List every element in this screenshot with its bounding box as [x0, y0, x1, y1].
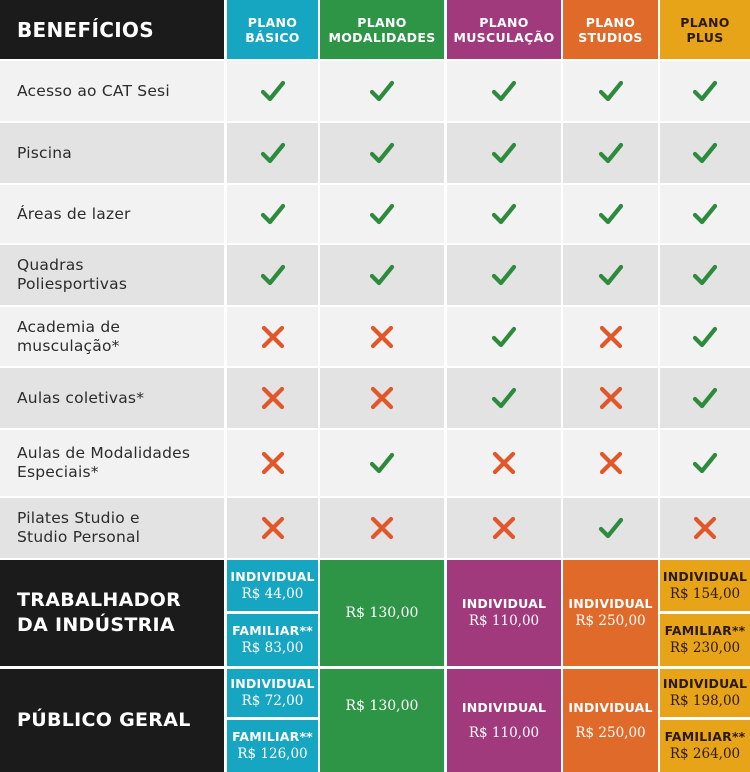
- benefit-cell: [320, 498, 444, 558]
- plan-header-modalidades: [320, 0, 444, 59]
- benefit-cell: [563, 430, 658, 496]
- price-plus-familiar: [660, 720, 750, 772]
- benefit-cell: [660, 368, 750, 428]
- benefit-label-line: Pilates Studio e: [17, 509, 140, 527]
- plan-header-line1: PLANO: [247, 14, 298, 30]
- benefit-cell: [660, 123, 750, 183]
- benefit-cell: [660, 245, 750, 305]
- benefit-label-line: Piscina: [17, 143, 72, 162]
- benefit-cell: [563, 123, 658, 183]
- check-icon: [691, 139, 719, 167]
- check-icon: [597, 139, 625, 167]
- plan-header-musculacao: [447, 0, 561, 59]
- price-studios: [563, 669, 658, 772]
- price-label-trabalhador: [0, 560, 224, 666]
- check-icon: [490, 77, 518, 105]
- check-icon: [691, 449, 719, 477]
- benefit-label-line: Poliesportivas: [17, 275, 128, 293]
- benefit-label-line: Quadras: [17, 256, 84, 274]
- benefit-cell: [447, 498, 561, 558]
- price-modalidades: [320, 560, 444, 666]
- benefit-label-line: Studio Personal: [17, 528, 141, 546]
- plan-header-studios: [563, 0, 658, 59]
- price-plus-individual: [660, 560, 750, 611]
- cross-icon: [490, 514, 518, 542]
- cross-icon: [691, 514, 719, 542]
- benefit-cell: [447, 185, 561, 243]
- benefit-cell: [660, 430, 750, 496]
- plan-header-basico: [227, 0, 318, 59]
- price-musculacao: [447, 560, 561, 666]
- benefit-cell: [660, 61, 750, 121]
- plan-header-line2: STUDIOS: [578, 29, 643, 45]
- price-basico-individual: [227, 560, 318, 611]
- benefit-label-line: musculação*: [17, 336, 120, 355]
- tier-label: INDIVIDUAL: [461, 596, 547, 611]
- check-icon: [691, 261, 719, 289]
- price-value: R$ 110,00: [468, 724, 540, 741]
- plan-header-line2: PLUS: [686, 29, 724, 45]
- check-icon: [691, 384, 719, 412]
- price-musculacao: [447, 669, 561, 772]
- price-value: R$ 44,00: [241, 585, 304, 602]
- benefit-label: [0, 123, 224, 183]
- check-icon: [490, 261, 518, 289]
- cross-icon: [368, 323, 396, 351]
- benefit-label: [0, 185, 224, 243]
- plan-header-line1: PLANO: [357, 14, 407, 30]
- benefit-cell: [320, 185, 444, 243]
- price-label-line: PÚBLICO GERAL: [17, 709, 191, 731]
- check-icon: [691, 77, 719, 105]
- check-icon: [259, 200, 287, 228]
- cross-icon: [490, 449, 518, 477]
- price-value: R$ 110,00: [468, 613, 540, 629]
- benefit-cell: [320, 307, 444, 366]
- benefit-label-line: Academia de: [17, 317, 121, 336]
- price-value: R$ 230,00: [669, 640, 741, 656]
- price-value: R$ 250,00: [575, 724, 646, 741]
- benefit-cell: [320, 368, 444, 428]
- benefit-cell: [227, 123, 318, 183]
- plan-header-line1: PLANO: [479, 14, 529, 30]
- tier-label: INDIVIDUAL: [568, 699, 653, 715]
- check-icon: [597, 514, 625, 542]
- price-studios: [563, 560, 658, 666]
- benefit-cell: [563, 498, 658, 558]
- benefit-cell: [227, 368, 318, 428]
- price-value: R$ 154,00: [669, 585, 741, 602]
- benefit-cell: [563, 245, 658, 305]
- benefit-cell: [660, 307, 750, 366]
- cross-icon: [597, 449, 625, 477]
- tier-label: FAMILIAR**: [664, 623, 746, 638]
- benefit-cell: [447, 430, 561, 496]
- benefit-cell: [563, 185, 658, 243]
- tier-label: INDIVIDUAL: [461, 699, 547, 715]
- price-basico-individual: [227, 669, 318, 717]
- check-icon: [490, 384, 518, 412]
- price-label-publico-geral: [0, 669, 224, 772]
- price-basico-familiar: [227, 614, 318, 666]
- benefit-cell: [660, 498, 750, 558]
- benefit-cell: [227, 245, 318, 305]
- price-value: R$ 72,00: [241, 693, 304, 709]
- cross-icon: [259, 384, 287, 412]
- cross-icon: [597, 384, 625, 412]
- check-icon: [691, 323, 719, 351]
- benefit-cell: [227, 430, 318, 496]
- check-icon: [490, 139, 518, 167]
- benefit-label-line: Aulas coletivas*: [17, 388, 145, 407]
- cross-icon: [259, 514, 287, 542]
- check-icon: [368, 200, 396, 228]
- price-value: R$ 130,00: [345, 698, 419, 714]
- check-icon: [368, 449, 396, 477]
- benefit-cell: [227, 61, 318, 121]
- benefit-cell: [227, 498, 318, 558]
- benefit-label-line: Áreas de lazer: [17, 204, 131, 223]
- price-value: R$ 264,00: [669, 746, 741, 762]
- benefit-cell: [320, 430, 444, 496]
- plan-header-line1: PLANO: [680, 14, 730, 30]
- benefit-cell: [447, 61, 561, 121]
- benefit-label: [0, 368, 224, 428]
- tier-label: INDIVIDUAL: [230, 676, 315, 691]
- price-plus-familiar: [660, 614, 750, 666]
- check-icon: [597, 77, 625, 105]
- price-value: R$ 83,00: [241, 640, 304, 656]
- cross-icon: [597, 323, 625, 351]
- price-modalidades: [320, 669, 444, 772]
- benefit-cell: [447, 245, 561, 305]
- plan-header-line2: BÁSICO: [245, 29, 300, 45]
- tier-label: INDIVIDUAL: [662, 568, 748, 584]
- benefit-cell: [227, 307, 318, 366]
- price-value: R$ 130,00: [345, 605, 419, 621]
- price-value: R$ 126,00: [237, 746, 308, 762]
- benefit-cell: [563, 368, 658, 428]
- benefit-cell: [563, 307, 658, 366]
- plan-header-line2: MUSCULAÇÃO: [453, 29, 555, 45]
- benefit-cell: [320, 61, 444, 121]
- benefit-label-line: Acesso ao CAT Sesi: [17, 81, 170, 100]
- price-label-line: TRABALHADOR: [17, 589, 182, 611]
- check-icon: [490, 323, 518, 351]
- check-icon: [691, 200, 719, 228]
- benefit-label-line: Especiais*: [17, 463, 99, 481]
- benefits-header: BENEFÍCIOS: [0, 0, 224, 59]
- benefit-cell: [320, 123, 444, 183]
- benefit-cell: [320, 245, 444, 305]
- check-icon: [259, 77, 287, 105]
- cross-icon: [259, 323, 287, 351]
- benefit-label: [0, 498, 224, 558]
- price-basico-familiar: [227, 720, 318, 772]
- benefit-label-line: Aulas de Modalidades: [17, 444, 191, 462]
- check-icon: [368, 139, 396, 167]
- check-icon: [259, 261, 287, 289]
- tier-label: FAMILIAR**: [232, 623, 313, 638]
- benefit-cell: [447, 307, 561, 366]
- price-label-line: DA INDÚSTRIA: [17, 614, 175, 636]
- price-plus-individual: [660, 669, 750, 717]
- tier-label: FAMILIAR**: [232, 729, 313, 744]
- benefit-cell: [563, 61, 658, 121]
- plan-header-line2: MODALIDADES: [328, 29, 436, 45]
- check-icon: [259, 139, 287, 167]
- tier-label: FAMILIAR**: [664, 729, 746, 744]
- benefit-cell: [447, 368, 561, 428]
- check-icon: [597, 200, 625, 228]
- plan-header-line1: PLANO: [585, 14, 636, 30]
- cross-icon: [368, 384, 396, 412]
- benefit-label: [0, 430, 224, 496]
- check-icon: [368, 261, 396, 289]
- price-value: R$ 250,00: [575, 613, 646, 629]
- plan-header-plus: [660, 0, 750, 59]
- tier-label: INDIVIDUAL: [662, 676, 748, 691]
- check-icon: [490, 200, 518, 228]
- tier-label: INDIVIDUAL: [568, 596, 653, 611]
- check-icon: [368, 77, 396, 105]
- benefit-label: [0, 61, 224, 121]
- tier-label: INDIVIDUAL: [230, 568, 315, 584]
- benefit-label: [0, 307, 224, 366]
- benefit-label: [0, 245, 224, 305]
- benefit-cell: [660, 185, 750, 243]
- benefit-cell: [227, 185, 318, 243]
- price-value: R$ 198,00: [669, 693, 741, 709]
- check-icon: [597, 261, 625, 289]
- cross-icon: [259, 449, 287, 477]
- benefit-cell: [447, 123, 561, 183]
- cross-icon: [368, 514, 396, 542]
